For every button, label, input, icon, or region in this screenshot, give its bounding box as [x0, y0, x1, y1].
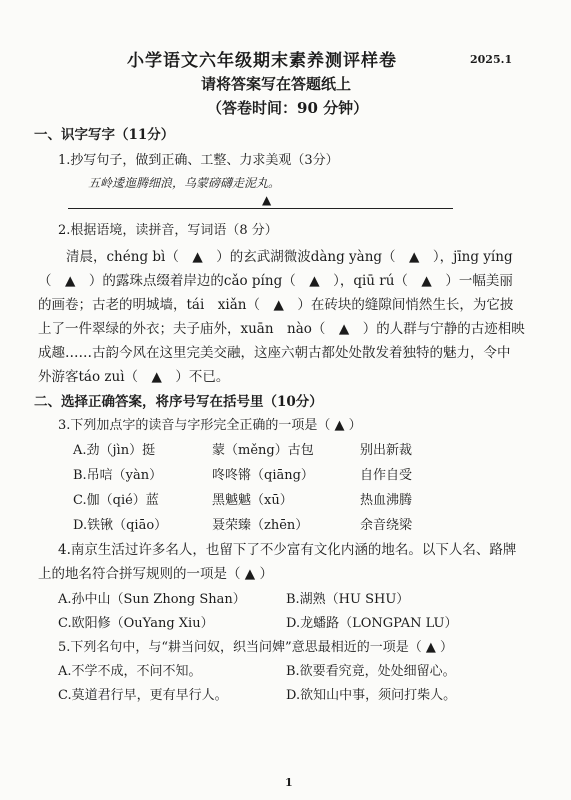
q5-option-b: B.欲要看究竟，处处细留心。: [286, 664, 456, 679]
q2-line-1: 清晨，chéng bì（ ▲ ）的玄武湖微波dàng yàng（ ▲ ），jīng yíng: [66, 249, 513, 265]
q4-prompt-line-1: 4.南京生活过许多名人，也留下了不少富有文化内涵的地名。以下人名、路牌: [58, 542, 517, 558]
q4-prompt-line-2: 上的地名符合拼写规则的一项是（ ▲ ）: [38, 566, 273, 582]
q3-option-b-3: 自作自受: [360, 468, 413, 483]
page-number: 1: [285, 776, 293, 789]
q5-option-d: D.欲知山中事，须问打柴人。: [286, 688, 457, 703]
section-1-heading: 一、识字写字（11分）: [34, 127, 175, 143]
q2-prompt: 2.根据语境，读拼音，写词语（8 分）: [58, 223, 278, 238]
q4-option-c: C.欧阳修（OuYang Xiu）: [58, 616, 214, 631]
section-2-heading: 二、选择正确答案，将序号写在括号里（10分）: [34, 394, 323, 410]
q3-option-b-1: B.吊唁（yàn）: [73, 468, 163, 483]
q3-option-b-2: 咚咚锵（qiāng）: [212, 468, 314, 483]
q3-option-c-2: 黑魆魆（xū）: [212, 493, 293, 508]
q2-line-5: 成趣……古韵今风在这里完美交融，这座六朝古都处处散发着独特的魅力，令中: [38, 345, 511, 361]
q1-answer-line: [68, 208, 453, 209]
q2-line-3: 的画卷；古老的明城墙，tái xiǎn（ ▲ ）在砖块的缝隙间悄然生长，为它披: [38, 297, 514, 313]
q3-option-a-3: 别出新裁: [360, 443, 413, 458]
q1-answer-mark: ▲: [262, 193, 272, 207]
exam-title: 小学语文六年级期末素养测评样卷: [127, 51, 397, 71]
q5-prompt: 5.下列名句中，与“耕当问奴，织当问婢”意思最相近的一项是（ ▲ ）: [58, 640, 453, 655]
exam-instruction: 请将答案写在答题纸上: [201, 75, 352, 93]
q2-line-2: （ ▲ ）的露珠点缀着岸边的cǎo píng（ ▲ ），qiū rú（ ▲ ）一幅美丽: [38, 273, 513, 289]
q5-option-a: A.不学不成，不问不知。: [58, 664, 202, 679]
q1-prompt: 1.抄写句子，做到正确、工整、力求美观（3分）: [58, 153, 339, 168]
q3-option-c-3: 热血沸腾: [360, 493, 413, 508]
exam-time: （答卷时间：90 分钟）: [207, 99, 369, 117]
q3-prompt: 3.下列加点字的读音与字形完全正确的一项是（ ▲ ）: [58, 418, 362, 433]
q3-option-a-2: 蒙（měng）古包: [212, 443, 314, 458]
q3-option-d-2: 聂荣臻（zhēn）: [212, 518, 309, 533]
q3-option-d-1: D.铁锹（qiāo）: [73, 518, 168, 533]
q4-option-a: A.孙中山（Sun Zhong Shan）: [58, 592, 246, 607]
q3-option-c-1: C.伽（qié）蓝: [73, 493, 159, 508]
q2-line-4: 上了一件翠绿的外衣；夫子庙外，xuān nào（ ▲ ）的人群与宁静的古迹相映: [38, 321, 525, 337]
exam-date: 2025.1: [470, 53, 513, 66]
q1-sentence: 五岭逶迤腾细浪，乌蒙磅礴走泥丸。: [88, 176, 281, 190]
q5-option-c: C.莫道君行早，更有早行人。: [58, 688, 228, 703]
q4-option-b: B.湖熟（HU SHU）: [286, 592, 410, 607]
q4-option-d: D.龙蟠路（LONGPAN LU）: [286, 616, 458, 631]
q3-option-d-3: 余音绕梁: [360, 518, 413, 533]
q3-option-a-1: A.劲（jìn）挺: [73, 443, 156, 458]
q2-line-6: 外游客táo zuì（ ▲ ）不已。: [38, 369, 230, 385]
